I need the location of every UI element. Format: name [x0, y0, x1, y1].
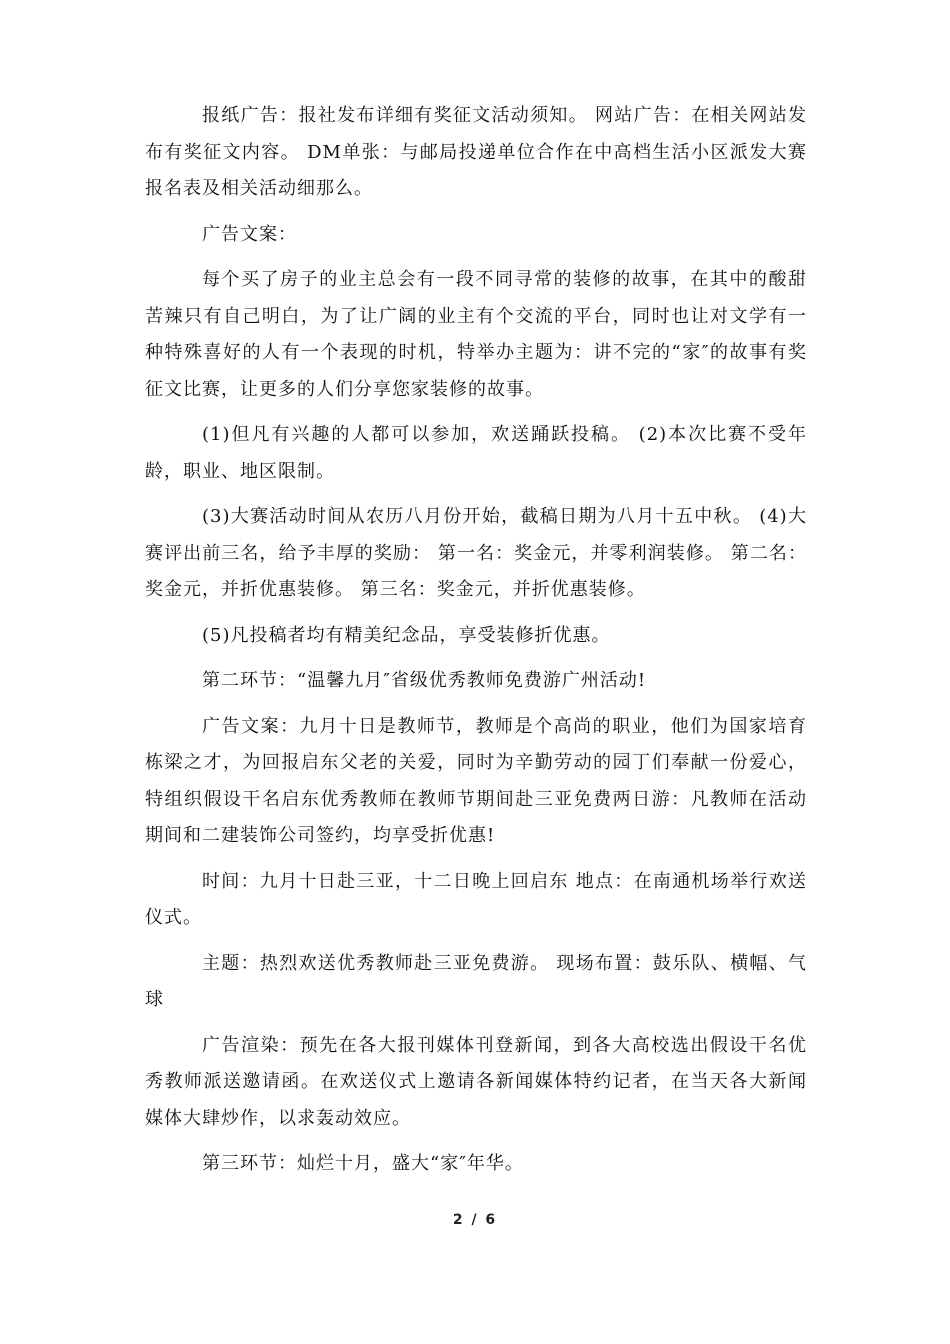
paragraph-ad-copy-heading: 广告文案：	[202, 223, 297, 245]
paragraph-rules-1-2: (1)但凡有兴趣的人都可以参加，欢送踊跃投稿。 (2)本次比赛不受年龄，职业、地区限制。	[145, 424, 807, 482]
paragraph-rules-3-4: (3)大赛活动时间从农历八月份开始，截稿日期为八月十五中秋。 (4)大赛评出前三名，给予丰厚的奖励： 第一名：奖金元，并零利润装修。 第二名：奖金元，并折优惠装修。 第三名：奖金元，并折优惠装修。	[145, 506, 807, 600]
paragraph-stage-two-heading: 第二环节：“温馨九月″省级优秀教师免费游广州活动!	[202, 670, 647, 691]
page-number: 2 / 6	[452, 1212, 498, 1228]
paragraph-time-location: 时间：九月十日赴三亚，十二日晚上回启东 地点：在南通机场举行欢送仪式。	[145, 870, 807, 928]
paragraph-stage-three-heading: 第三环节：灿烂十月，盛大“家″年华。	[202, 1153, 524, 1174]
paragraph-essay-contest-intro: 每个买了房子的业主总会有一段不同寻常的装修的故事，在其中的酸甜苦辣只有自己明白，为了让广阔的业主有个交流的平台，同时也让对文学有一种特殊喜好的人有一个表现的时机，特举办主题为：讲不完的“家″的故事有奖征文比赛，让更多的人们分享您家装修的故事。	[145, 269, 807, 400]
paragraph-teachers-day-copy: 广告文案：九月十日是教师节，教师是个高尚的职业，他们为国家培育栋梁之才，为回报启东父老的关爱，同时为辛勤劳动的园丁们奉献一份爱心，特组织假设干名启东优秀教师在教师节期间赴三亚免费两日游：凡教师在活动期间和二建装饰公司签约，均享受折优惠!	[145, 715, 807, 846]
paragraph-rule-5: (5)凡投稿者均有精美纪念品，享受装修折优惠。	[202, 624, 611, 646]
paragraph-print-and-web-ads: 报纸广告：报社发布详细有奖征文活动须知。 网站广告：在相关网站发布有奖征文内容。 DM单张：与邮局投递单位合作在中高档生活小区派发大赛报名表及相关活动细那么。	[145, 105, 807, 199]
paragraph-ad-promotion: 广告渲染：预先在各大报刊媒体刊登新闻，到各大高校选出假设干名优秀教师派送邀请函。在欢送仪式上邀请各新闻媒体特约记者，在当天各大新闻媒体大肆炒作，以求轰动效应。	[145, 1034, 807, 1129]
paragraph-theme-setup: 主题：热烈欢送优秀教师赴三亚免费游。 现场布置：鼓乐队、横幅、气球	[145, 952, 807, 1010]
document-body	[145, 98, 807, 1192]
